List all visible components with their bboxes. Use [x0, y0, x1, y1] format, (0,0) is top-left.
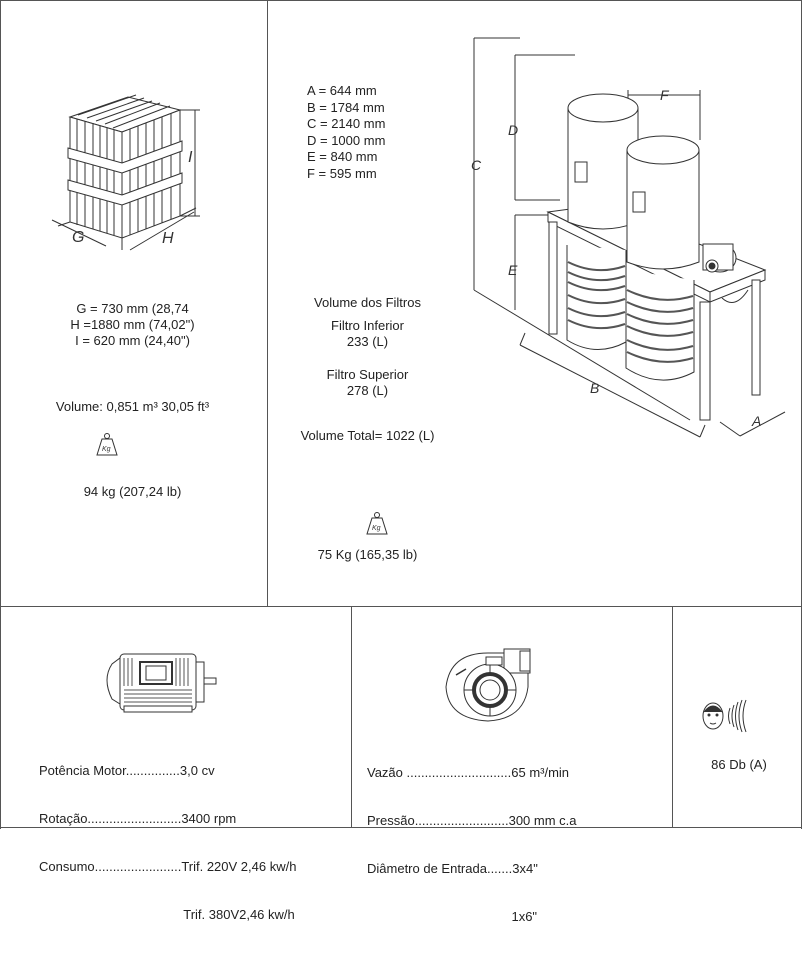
weight-icon-text: Kg — [102, 446, 111, 453]
fan-flow: Vazão .............................65 m³/min — [367, 765, 570, 780]
packaging-volume: Volume: 0,851 m³ 30,05 ft³ — [55, 399, 210, 414]
packaging-dim-h: H =1880 mm (74,02") — [70, 317, 195, 332]
machine-weight: 75 Kg (165,35 lb) — [317, 547, 418, 562]
crate-dim-label-i: I — [188, 149, 193, 166]
motor-consumption-220: Consumo........................Trif. 220V 2,46 kw/h — [39, 859, 297, 874]
machine-dim-label-b: B — [590, 380, 600, 396]
electric-motor-icon — [100, 644, 220, 714]
total-volume: Volume Total= 1022 (L) — [300, 428, 435, 443]
upper-filter-value: 278 (L) — [346, 383, 389, 398]
machine-dim-d: D = 1000 mm — [307, 132, 386, 148]
fan-inlet-diameter: Diâmetro de Entrada.......3x4" — [367, 861, 538, 876]
motor-rotation: Rotação..........................3400 rpm — [39, 811, 237, 826]
machine-dim-label-e: E — [508, 262, 518, 278]
motor-power: Potência Motor...............3,0 cv — [39, 763, 215, 778]
weight-icon-text: Kg — [372, 525, 381, 532]
lower-filter-label: Filtro Inferior — [331, 318, 404, 333]
fan-inlet-diameter-2: 1x6" — [367, 909, 538, 924]
packaging-dim-g: G = 730 mm (28,74 — [76, 301, 189, 316]
fan-specs — [367, 733, 577, 957]
motor-specs — [39, 731, 296, 955]
machine-dim-b: B = 1784 mm — [307, 99, 385, 115]
crate-dim-label-g: G — [72, 229, 85, 246]
machine-dim-label-d: D — [508, 122, 519, 138]
motor-consumption-380: Trif. 380V2,46 kw/h — [39, 907, 295, 922]
machine-dim-label-f: F — [660, 87, 669, 103]
lower-filter-value: 233 (L) — [346, 334, 389, 349]
machine-dim-a: A = 644 mm — [307, 83, 377, 98]
machine-dim-f: F = 595 mm — [307, 165, 377, 181]
noise-level: 86 Db (A) — [711, 757, 767, 772]
machine-dim-e: E = 840 mm — [307, 149, 378, 164]
noise-head-icon — [700, 696, 760, 736]
machine-dim-c: C = 2140 mm — [307, 116, 386, 131]
machine-dim-label-c: C — [471, 157, 482, 173]
crate-dim-label-h: H — [162, 230, 174, 247]
packaging-weight: 94 kg (207,24 lb) — [83, 484, 182, 499]
machine-dim-label-a: A — [752, 413, 762, 429]
blower-fan-icon — [440, 645, 540, 725]
fan-pressure: Pressão..........................300 mm c.a — [367, 813, 577, 828]
filter-volumes-title: Volume dos Filtros — [314, 295, 421, 310]
packaging-dim-i: I = 620 mm (24,40") — [75, 333, 190, 348]
upper-filter-label: Filtro Superior — [326, 367, 409, 382]
